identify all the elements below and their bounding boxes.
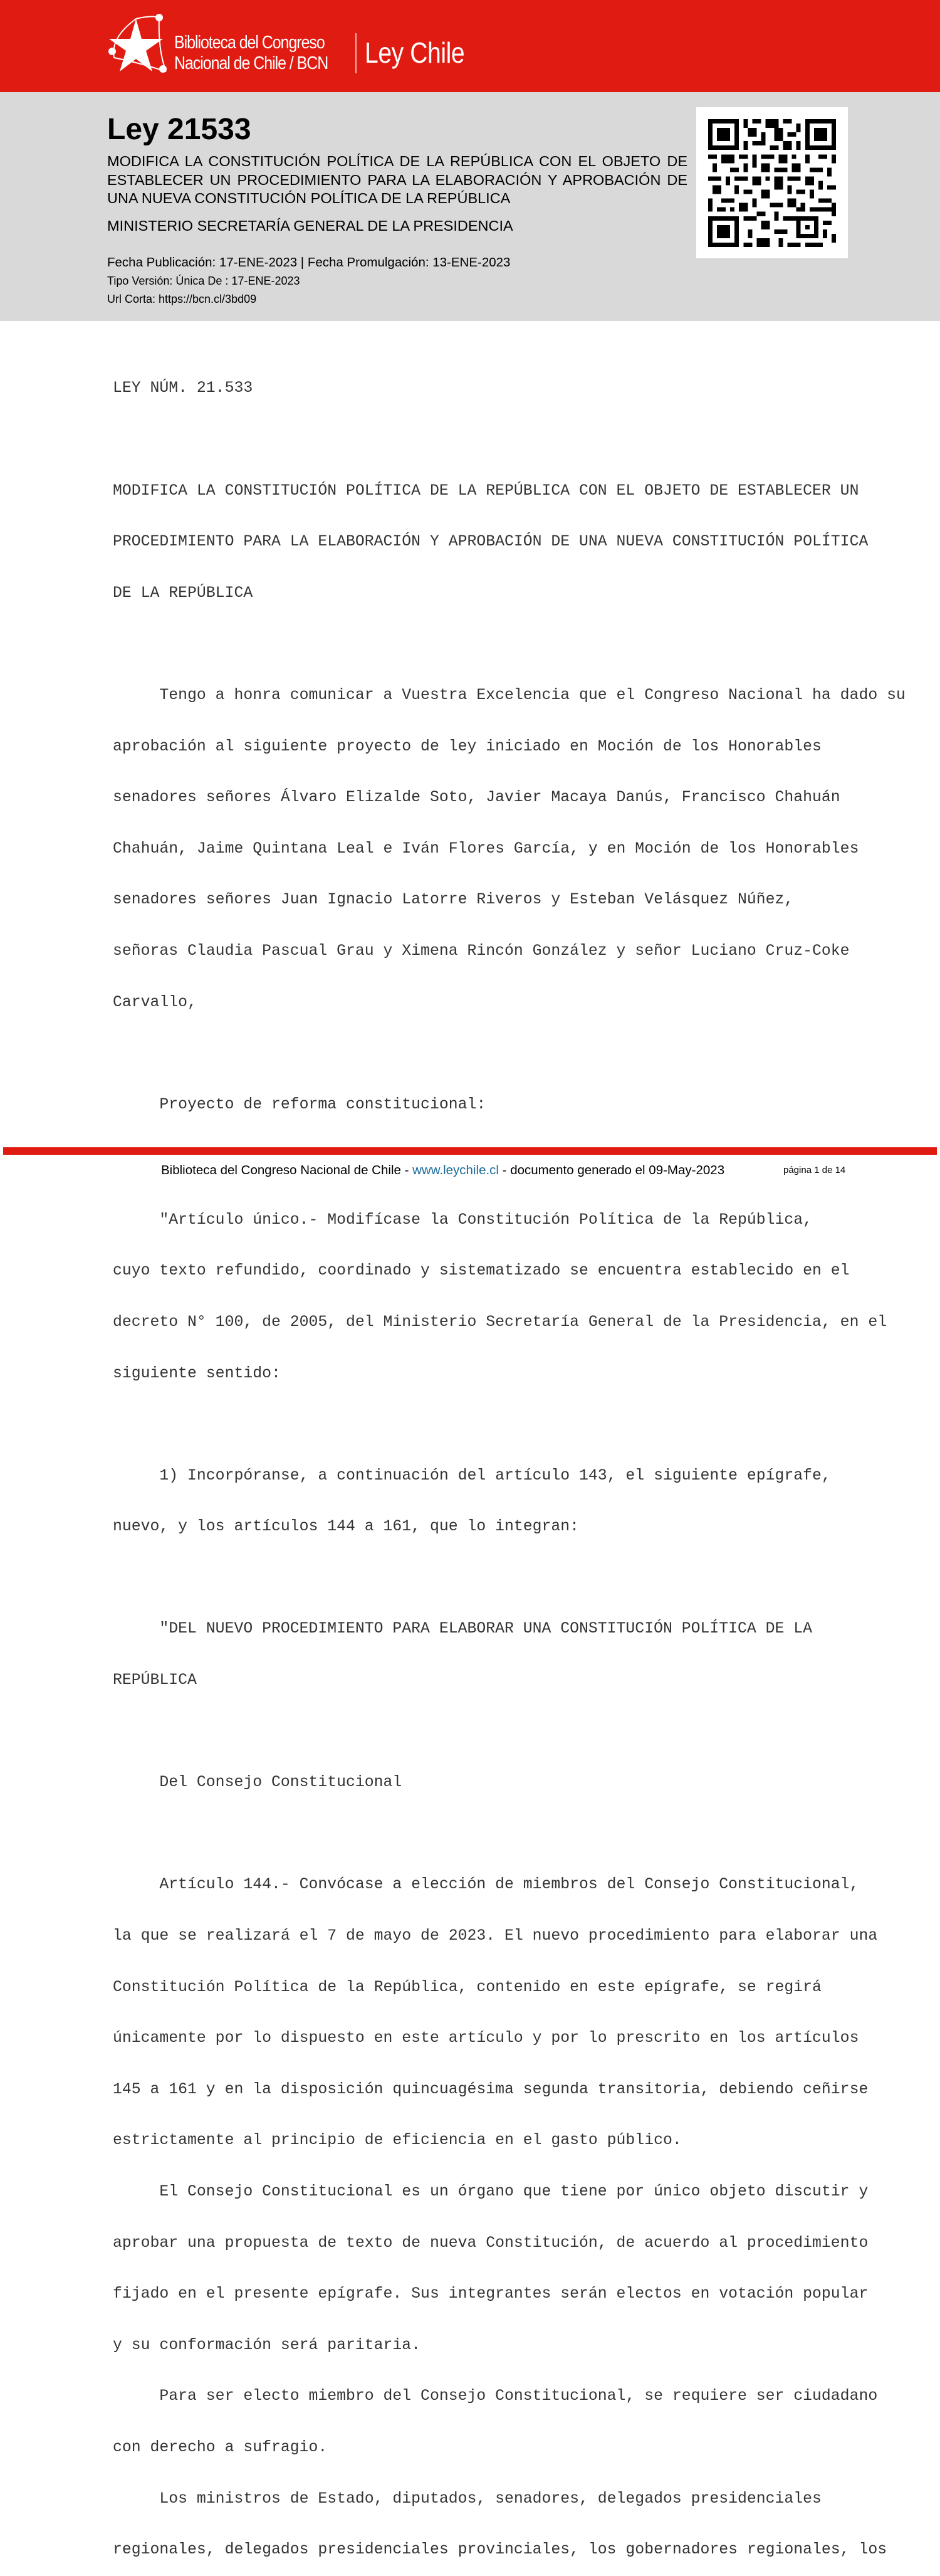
articulo-144-line: regionales, delegados presidenciales provinciales, los gobernadores regionales, los xyxy=(113,2541,887,2559)
proyecto-label: Proyecto de reforma constitucional: xyxy=(113,1095,486,1113)
articulo-144-line: únicamente por lo dispuesto en este artículo y por lo prescrito en los artículos xyxy=(113,2029,859,2048)
law-heading-line: PROCEDIMIENTO PARA LA ELABORACIÓN Y APROBACIÓN DE UNA NUEVA CONSTITUCIÓN POLÍTICA xyxy=(113,533,869,551)
law-body xyxy=(113,346,927,2576)
epigrafe-line: "DEL NUEVO PROCEDIMIENTO PARA ELABORAR UNA CONSTITUCIÓN POLÍTICA DE LA xyxy=(113,1620,813,1638)
articulo-144-line: aprobar una propuesta de texto de nueva Constitución, de acuerdo al procedimiento xyxy=(113,2234,869,2252)
footer-generated-date: - documento generado el 09-May-2023 xyxy=(498,1163,725,1177)
articulo-144-line: El Consejo Constitucional es un órgano que tiene por único objeto discutir y xyxy=(113,2183,869,2200)
articulo-144-line: Artículo 144.- Convócase a elección de miembros del Consejo Constitucional, xyxy=(113,1876,859,1894)
intro-line: Carvallo, xyxy=(113,993,197,1011)
intro-line: Chahuán, Jaime Quintana Leal e Iván Flores García, y en Moción de los Honorables xyxy=(113,839,859,858)
logo-line-1: Biblioteca del Congreso xyxy=(174,33,325,53)
articulo-unico-line: "Artículo único.- Modifícase la Constitución Política de la República, xyxy=(113,1211,813,1229)
site-header xyxy=(0,0,940,92)
numeral-1-line: 1) Incorpóranse, a continuación del artículo 143, el siguiente epígrafe, xyxy=(113,1466,831,1485)
short-url: Url Corta: https://bcn.cl/3bd09 xyxy=(107,293,257,305)
bcn-logo-text xyxy=(174,33,353,74)
epigrafe-line: REPÚBLICA xyxy=(113,1671,197,1690)
articulo-144-line: fijado en el presente epígrafe. Sus integrantes serán electos en votación popular xyxy=(113,2285,869,2303)
logo-divider xyxy=(355,33,357,73)
intro-line: señoras Claudia Pascual Grau y Ximena Rincón González y señor Luciano Cruz-Coke xyxy=(113,942,850,960)
consejo-heading: Del Consejo Constitucional xyxy=(113,1774,402,1792)
articulo-144-line: con derecho a sufragio. xyxy=(113,2438,328,2456)
articulo-unico-line: decreto N° 100, de 2005, del Ministerio Secretaría General de la Presidencia, en el xyxy=(113,1313,887,1331)
leychile-link[interactable]: www.leychile.cl xyxy=(412,1163,499,1177)
law-subtitle: MODIFICA LA CONSTITUCIÓN POLÍTICA DE LA REPÚBLICA CON EL OBJETO DE ESTABLECER UN PROCEDIMIENTO PARA LA ELABORACIÓN Y APROBACIÓN DE UNA NUEVA CONSTITUCIÓN POLÍTICA DE LA REPÚBLICA xyxy=(107,153,687,206)
law-heading-line: MODIFICA LA CONSTITUCIÓN POLÍTICA DE LA REPÚBLICA CON EL OBJETO DE ESTABLECER UN xyxy=(113,481,859,500)
law-heading-line: DE LA REPÚBLICA xyxy=(113,584,253,602)
intro-line: senadores señores Juan Ignacio Latorre Riveros y Esteban Velásquez Núñez, xyxy=(113,891,794,909)
articulo-144-line: Constitución Política de la República, contenido en este epígrafe, se regirá xyxy=(113,1978,822,1996)
intro-line: senadores señores Álvaro Elizalde Soto, Javier Macaya Danús, Francisco Chahuán xyxy=(113,789,840,807)
articulo-144-line: estrictamente al principio de eficiencia en el gasto público. xyxy=(113,2132,682,2150)
footer-red-bar xyxy=(3,1147,937,1155)
articulo-unico-line: cuyo texto refundido, coordinado y sistematizado se encuentra establecido en el xyxy=(113,1262,850,1280)
ministry: MINISTERIO SECRETARÍA GENERAL DE LA PRESIDENCIA xyxy=(107,218,513,234)
articulo-144-line: 145 a 161 y en la disposición quincuagésima segunda transitoria, debiendo ceñirse xyxy=(113,2080,869,2098)
version-type: Tipo Versión: Única De : 17-ENE-2023 xyxy=(107,275,300,287)
brand-ley-chile: Ley Chile xyxy=(365,36,465,69)
bcn-star-logo-icon xyxy=(108,13,170,75)
intro-line: Tengo a honra comunicar a Vuestra Excelencia que el Congreso Nacional ha dado su xyxy=(113,686,906,704)
intro-line: aprobación al siguiente proyecto de ley iniciado en Moción de los Honorables xyxy=(113,737,822,755)
numeral-1-line: nuevo, y los artículos 144 a 161, que lo integran: xyxy=(113,1518,580,1536)
articulo-144-line: Los ministros de Estado, diputados, senadores, delegados presidenciales xyxy=(113,2489,822,2508)
law-number: LEY NÚM. 21.533 xyxy=(113,379,253,397)
footer-source: Biblioteca del Congreso Nacional de Chile - xyxy=(161,1163,413,1177)
articulo-144-line: la que se realizará el 7 de mayo de 2023. El nuevo procedimiento para elaborar una xyxy=(113,1927,878,1945)
articulo-144-line: Para ser electo miembro del Consejo Constitucional, se requiere ser ciudadano xyxy=(113,2387,878,2405)
footer-text xyxy=(161,1162,724,1179)
articulo-144-line: y su conformación será paritaria. xyxy=(113,2336,421,2354)
logo-line-2: Nacional de Chile / BCN xyxy=(174,53,328,73)
law-title: Ley 21533 xyxy=(107,113,251,146)
articulo-unico-line: siguiente sentido: xyxy=(113,1364,281,1382)
page-number: página 1 de 14 xyxy=(783,1165,846,1175)
publication-dates: Fecha Publicación: 17-ENE-2023 | Fecha Promulgación: 13-ENE-2023 xyxy=(107,255,511,270)
qr-code-icon xyxy=(696,107,848,258)
